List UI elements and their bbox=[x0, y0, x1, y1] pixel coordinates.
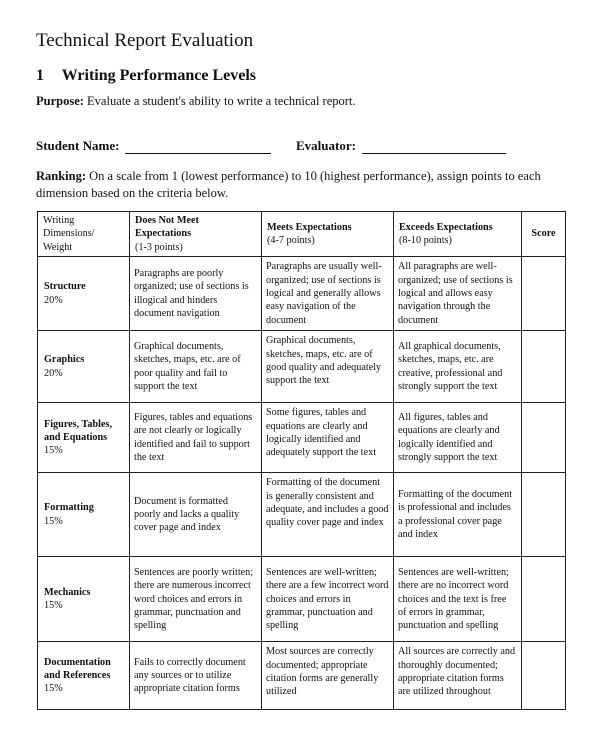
cell-exceeds: Sentences are well-written; there are no incorrect word choices and the text is free of errors in grammar, punctuation and spelling bbox=[394, 557, 522, 642]
header-dimension: Writing Dimensions/ Weight bbox=[38, 212, 130, 257]
cell-not-meet: Document is formatted poorly and lacks a quality cover page and index bbox=[130, 473, 262, 557]
row-label bbox=[38, 642, 130, 710]
row-label bbox=[38, 403, 130, 473]
cell-exceeds: All figures, tables and equations are clearly and logically identified and strongly support the text bbox=[394, 403, 522, 473]
table-row bbox=[38, 642, 566, 710]
table-row bbox=[38, 331, 566, 403]
cell-exceeds: All graphical documents, sketches, maps, etc. are creative, professional and strongly support the text bbox=[394, 331, 522, 403]
cell-meets: Sentences are well-written; there are a few incorrect word choices and errors in grammar, punctuation and spelling bbox=[262, 557, 394, 642]
score-cell[interactable] bbox=[522, 403, 566, 473]
score-cell[interactable] bbox=[522, 331, 566, 403]
cell-not-meet: Graphical documents, sketches, maps, etc. are of poor quality and fail to support the text bbox=[130, 331, 262, 403]
score-cell[interactable] bbox=[522, 642, 566, 710]
evaluation-table bbox=[37, 211, 566, 710]
row-weight: 20% bbox=[44, 367, 63, 379]
row-name: Formatting bbox=[44, 502, 94, 514]
student-name-label: Student Name: bbox=[36, 138, 120, 153]
student-name-field[interactable] bbox=[36, 138, 271, 154]
row-weight: 15% bbox=[44, 515, 63, 527]
row-label bbox=[38, 557, 130, 642]
header-meets bbox=[262, 212, 394, 257]
score-cell[interactable] bbox=[522, 257, 566, 331]
section-number: 1 bbox=[36, 67, 44, 84]
section-heading bbox=[36, 67, 256, 85]
table-row bbox=[38, 403, 566, 473]
cell-not-meet: Paragraphs are poorly organized; use of sections is illogical and hinders document navigation bbox=[130, 257, 262, 331]
section-title: Writing Performance Levels bbox=[61, 67, 257, 84]
row-weight: 15% bbox=[44, 600, 63, 612]
ranking-text: On a scale from 1 (lowest performance) to 10 (highest performance), assign points to each dimension based on the criteria below. bbox=[36, 169, 541, 200]
row-name: Mechanics bbox=[44, 586, 91, 598]
header-meets-title: Meets Expectations bbox=[267, 221, 352, 233]
cell-meets: Most sources are correctly documented; appropriate citation forms are generally utilized bbox=[262, 642, 394, 710]
header-not-meet-points: (1-3 points) bbox=[135, 241, 183, 253]
ranking-paragraph bbox=[36, 168, 578, 202]
table-row bbox=[38, 257, 566, 331]
header-exceeds-points: (8-10 points) bbox=[399, 235, 452, 247]
document-title: Technical Report Evaluation bbox=[36, 30, 254, 51]
cell-exceeds: All paragraphs are well-organized; use of sections is logical and allows easy navigation through the document bbox=[394, 257, 522, 331]
name-fields bbox=[36, 138, 576, 158]
row-name: Documentation and References bbox=[44, 656, 111, 682]
header-exceeds-title: Exceeds Expectations bbox=[399, 221, 493, 233]
header-meets-points: (4-7 points) bbox=[267, 235, 315, 247]
cell-exceeds: All sources are correctly and thoroughly documented; appropriate citation forms are utilized throughout bbox=[394, 642, 522, 710]
purpose-label: Purpose: bbox=[36, 94, 84, 108]
row-label bbox=[38, 331, 130, 403]
row-name: Structure bbox=[44, 281, 86, 293]
evaluator-label: Evaluator: bbox=[296, 138, 356, 153]
purpose-line bbox=[36, 94, 356, 109]
table-row bbox=[38, 473, 566, 557]
evaluator-line[interactable] bbox=[362, 140, 506, 154]
score-cell[interactable] bbox=[522, 557, 566, 642]
cell-meets: Paragraphs are usually well-organized; use of sections is logical and generally allows easy navigation of the document bbox=[262, 257, 394, 331]
cell-not-meet: Sentences are poorly written; there are numerous incorrect word choices and errors in grammar, punctuation and spelling bbox=[130, 557, 262, 642]
header-not-meet-title: Does Not Meet Expectations bbox=[135, 215, 199, 240]
cell-meets: Some figures, tables and equations are clearly and logically identified and adequately support the text bbox=[262, 403, 394, 473]
row-name: Graphics bbox=[44, 354, 85, 366]
cell-meets: Graphical documents, sketches, maps, etc. are of good quality and adequately support the text bbox=[262, 331, 394, 403]
evaluator-field[interactable] bbox=[296, 138, 506, 154]
table-row bbox=[38, 557, 566, 642]
purpose-text: Evaluate a student's ability to write a technical report. bbox=[87, 94, 356, 108]
cell-not-meet: Figures, tables and equations are not clearly or logically identified and fail to support the text bbox=[130, 403, 262, 473]
row-label bbox=[38, 257, 130, 331]
row-label bbox=[38, 473, 130, 557]
row-name: Figures, Tables, and Equations bbox=[44, 418, 113, 444]
header-not-meet bbox=[130, 212, 262, 257]
cell-not-meet: Fails to correctly document any sources or to utilize appropriate citation forms bbox=[130, 642, 262, 710]
header-exceeds bbox=[394, 212, 522, 257]
row-weight: 15% bbox=[44, 683, 63, 695]
cell-exceeds: Formatting of the document is professional and includes a professional cover page and index bbox=[394, 473, 522, 557]
score-cell[interactable] bbox=[522, 473, 566, 557]
ranking-label: Ranking: bbox=[36, 169, 87, 183]
header-score: Score bbox=[522, 212, 566, 257]
cell-meets: Formatting of the document is generally consistent and adequate, and includes a good quality cover page and index bbox=[262, 473, 394, 557]
row-weight: 15% bbox=[44, 445, 63, 457]
table-header-row bbox=[38, 212, 566, 257]
row-weight: 20% bbox=[44, 294, 63, 306]
student-name-line[interactable] bbox=[125, 140, 271, 154]
